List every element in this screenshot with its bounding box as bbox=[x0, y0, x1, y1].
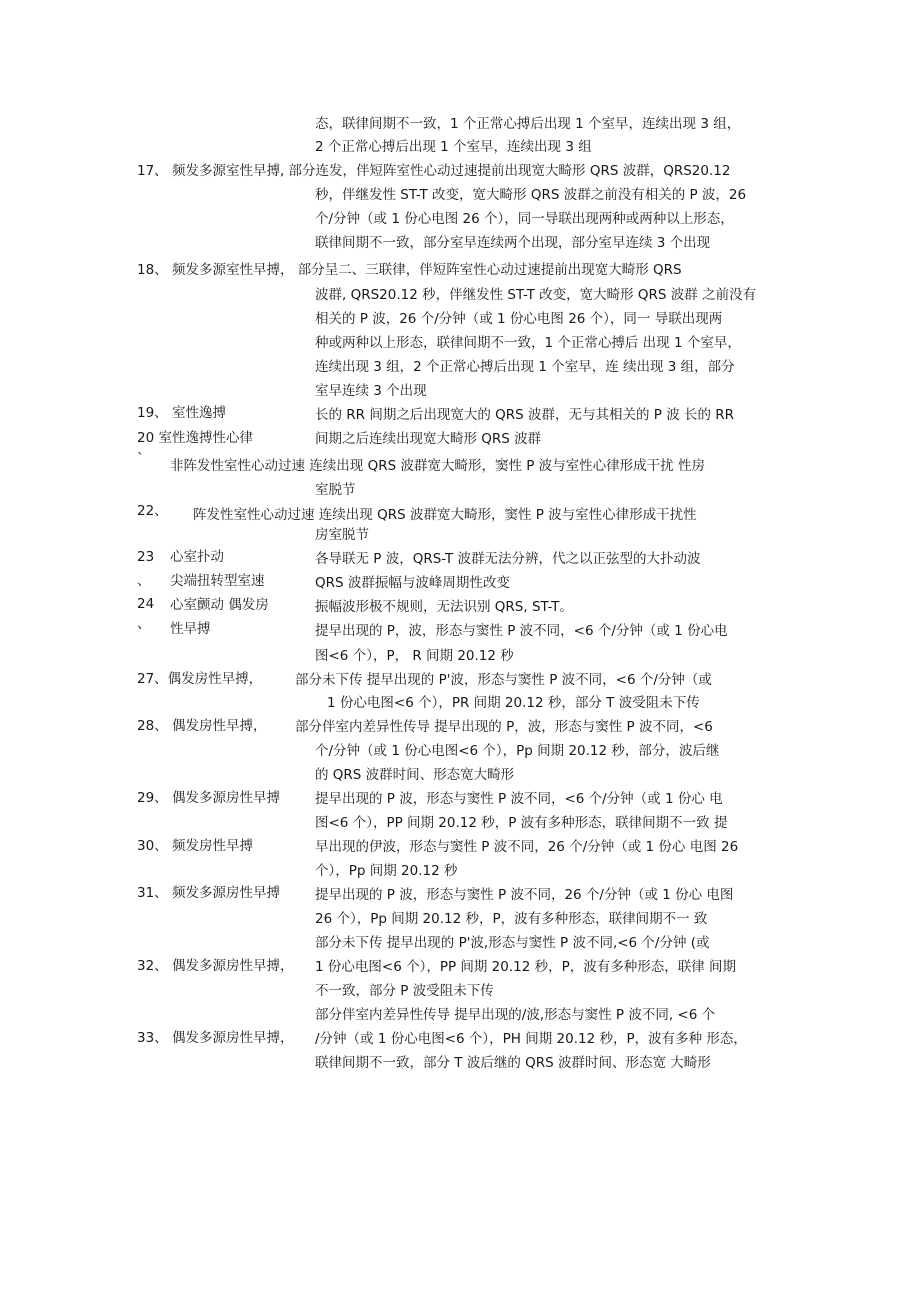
text-line: 个/分钟（或 1 份心电图<6 个），Pp 间期 20.12 秒，部分，波后继 bbox=[315, 743, 720, 759]
text-line: 波群, QRS20.12 秒，伴继发性 ST-T 改变，宽大畸形 QRS 波群 之前没有 bbox=[315, 287, 757, 303]
text-line: 联律间期不一致，部分室早连续两个出现，部分室早连续 3 个出现 bbox=[315, 235, 711, 251]
text-line: 22、 bbox=[137, 503, 168, 519]
text-line: 部分未下传 提早出现的 P'波，形态与窦性 P 波不同，<6 个/分钟（或 bbox=[295, 672, 712, 688]
text-line: 不一致，部分 P 波受阻未下传 bbox=[315, 983, 494, 999]
text-line: 17、 频发多源室性早搏, 部分连发，伴短阵室性心动过速提前出现宽大畸形 QRS 波群，QRS20.12 bbox=[137, 163, 731, 179]
text-line: 个），Pp 间期 20.12 秒 bbox=[315, 863, 458, 879]
text-line: 性早搏 bbox=[170, 621, 211, 637]
text-line: 1 份心电图<6 个），PR 间期 20.12 秒，部分 T 波受阻未下传 bbox=[327, 695, 700, 711]
text-line: 24 bbox=[137, 596, 155, 612]
text-line: 28、 偶发房性早搏， bbox=[137, 718, 267, 734]
text-line: 、 bbox=[137, 573, 151, 589]
text-line: 联律间期不一致，部分 T 波后继的 QRS 波群时间、形态宽 大畸形 bbox=[315, 1055, 711, 1071]
text-line: 提早出现的 P 波，形态与窦性 P 波不同，26 个/分钟（或 1 份心 电图 bbox=[315, 887, 734, 903]
text-line: 长的 RR 间期之后出现宽大的 QRS 波群，无与其相关的 P 波 长的 RR bbox=[315, 407, 735, 423]
text-line: 29、 偶发多源房性早搏 bbox=[137, 790, 280, 806]
text-line: 相关的 P 波，26 个/分钟（或 1 份心电图 26 个），同一 导联出现两 bbox=[315, 311, 723, 327]
text-line: 20 室性逸搏性心律 bbox=[137, 430, 253, 446]
text-line: /分钟（或 1 份心电图<6 个），PH 间期 20.12 秒，P，波有多种 形态， bbox=[315, 1031, 747, 1047]
text-line: 振幅波形极不规则，无法识别 QRS, ST-T。 bbox=[315, 599, 573, 615]
text-line: 、 bbox=[137, 616, 151, 632]
text-line: 19、 室性逸搏 bbox=[137, 405, 226, 421]
text-line: 部分伴室内差异性传导 提早出现的/波,形态与窦性 P 波不同, <6 个 bbox=[315, 1007, 716, 1023]
text-line: 33、 偶发多源房性早搏， bbox=[137, 1030, 294, 1046]
text-line: 的 QRS 波群时间、形态宽大畸形 bbox=[315, 767, 515, 783]
text-line: 1 份心电图<6 个），PP 间期 20.12 秒，P，波有多种形态，联律 间期 bbox=[315, 959, 737, 975]
text-line: 非阵发性室性心动过速 连续出现 QRS 波群宽大畸形，窦性 P 波与室性心律形成干扰 性房 bbox=[170, 458, 705, 474]
text-line: 提早出现的 P，波，形态与窦性 P 波不同，<6 个/分钟（或 1 份心电 bbox=[315, 623, 728, 639]
text-line: 阵发性室性心动过速 连续出现 QRS 波群宽大畸形，窦性 P 波与室性心律形成干扰性 bbox=[193, 507, 697, 523]
text-line: 个/分钟（或 1 份心电图 26 个），同一导联出现两种或两种以上形态， bbox=[315, 211, 734, 227]
text-line: 27、偶发房性早搏， bbox=[137, 671, 263, 687]
text-line: 心室扑动 bbox=[170, 549, 224, 565]
text-line: 图<6 个），P， R 间期 20.12 秒 bbox=[315, 648, 514, 664]
text-line: 早出现的伊波，形态与窦性 P 波不同，26 个/分钟（或 1 份心 电图 26 bbox=[315, 839, 739, 855]
text-line: 部分未下传 提早出现的 P'波,形态与窦性 P 波不同,<6 个/分钟 (或 bbox=[315, 935, 710, 951]
text-line: 图<6 个），PP 间期 20.12 秒，P 波有多种形态，联律间期不一致 提 bbox=[315, 815, 728, 831]
text-line: 连续出现 3 组，2 个正常心搏后出现 1 个室早，连 续出现 3 组，部分 bbox=[315, 359, 735, 375]
text-line: 各导联无 P 波，QRS-T 波群无法分辨，代之以正弦型的大扑动波 bbox=[315, 551, 701, 567]
text-line: 23 bbox=[137, 549, 155, 565]
text-line: 室脱节 bbox=[315, 482, 356, 498]
text-line: 30、 频发房性早搏 bbox=[137, 838, 253, 854]
text-line: 2 个正常心搏后出现 1 个室早，连续出现 3 组 bbox=[315, 139, 592, 155]
text-line: 18、 频发多源室性早搏， 部分呈二、三联律，伴短阵室性心动过速提前出现宽大畸形 QRS bbox=[137, 262, 682, 278]
text-line: 态，联律间期不一致，1 个正常心搏后出现 1 个室早，连续出现 3 组， bbox=[315, 116, 741, 132]
text-line: 31、 频发多源房性早搏 bbox=[137, 885, 280, 901]
text-line: 32、 偶发多源房性早搏， bbox=[137, 958, 294, 974]
text-line: 种或两种以上形态，联律间期不一致，1 个正常心搏后 出现 1 个室早， bbox=[315, 335, 741, 351]
text-line: 部分伴室内差异性传导 提早出现的 P，波，形态与窦性 P 波不同，<6 bbox=[295, 719, 713, 735]
text-line: 26 个），Pp 间期 20.12 秒，P，波有多种形态，联律间期不一 致 bbox=[315, 911, 708, 927]
text-line: QRS 波群振幅与波峰周期性改变 bbox=[315, 575, 510, 591]
text-line: 秒，伴继发性 ST-T 改变，宽大畸形 QRS 波群之前没有相关的 P 波，26 bbox=[315, 187, 747, 203]
text-line: 提早出现的 P 波，形态与窦性 P 波不同，<6 个/分钟（或 1 份心 电 bbox=[315, 791, 723, 807]
text-line: 室早连续 3 个出现 bbox=[315, 383, 427, 399]
text-line: 间期之后连续出现宽大畸形 QRS 波群 bbox=[315, 431, 542, 447]
text-line: 尖端扭转型室速 bbox=[170, 573, 265, 589]
text-line: ` bbox=[137, 451, 144, 467]
text-line: 房室脱节 bbox=[315, 527, 369, 543]
text-line: 心室颤动 偶发房 bbox=[170, 597, 269, 613]
